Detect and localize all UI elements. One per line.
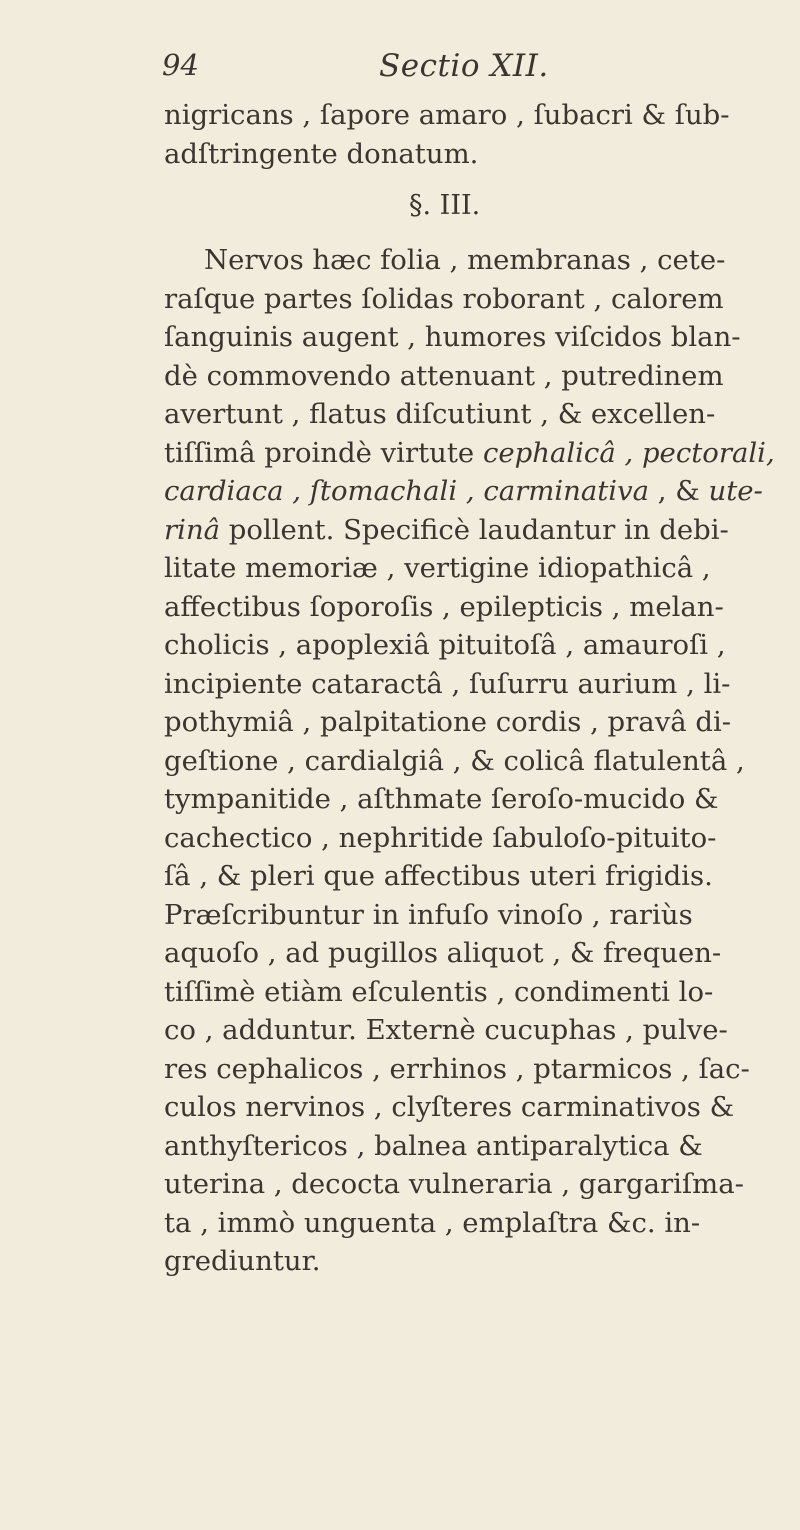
running-head: Sectio XII.	[379, 48, 549, 84]
text-line: cachectico , nephritide ſabuloſo-pituito-	[164, 821, 717, 854]
text-line: geſtione , cardialgiâ , & colicâ flatulentâ ,	[164, 744, 745, 777]
text-line: dè commovendo attenuant , putredinem	[164, 359, 724, 392]
text-segment: tiſſimâ proindè virtute	[164, 436, 483, 469]
text-line: litate memoriæ , vertigine idiopathicâ ,	[164, 552, 711, 584]
italic-segment: ute-	[708, 475, 763, 507]
text-line: pothymiâ , palpitatione cordis , pravâ di-	[164, 706, 732, 738]
text-line	[164, 434, 786, 473]
text-segment: pollent. Specificè laudantur in debi-	[220, 513, 729, 546]
text-line: ta , immò unguenta , emplaſtra &c. in-	[164, 1206, 701, 1239]
page-number: 94	[162, 48, 199, 82]
main-text	[164, 96, 786, 1281]
text-line: tympanitide , aſthmate ſeroſo-mucido &	[164, 783, 719, 815]
text-line	[164, 511, 786, 550]
page-header	[162, 48, 782, 92]
text-line: grediuntur.	[164, 1245, 321, 1277]
italic-segment: rinâ	[164, 513, 221, 546]
text-line: avertunt , flatus diſcutiunt , & excellen-	[164, 398, 716, 430]
text-line: ſâ , & pleri que affectibus uteri frigidis.	[164, 860, 713, 892]
section-heading: §. III.	[409, 190, 481, 221]
text-line: Præſcribuntur in infuſo vinoſo , rariùs	[164, 898, 693, 931]
text-line: aquoſo , ad pugillos aliquot , & frequen-	[164, 937, 722, 969]
italic-segment: cardiaca , ſtomachali , carminativa	[164, 475, 650, 507]
text-segment: , &	[649, 475, 709, 507]
text-line: ſanguinis augent , humores viſcidos blan-	[164, 321, 741, 353]
text-line: raſque partes ſolidas roborant , calorem	[164, 282, 724, 315]
text-line: incipiente cataractâ , ſuſurru aurium , li-	[164, 667, 731, 700]
text-line	[164, 472, 786, 511]
text-line: culos nervinos , clyſteres carminativos &	[164, 1091, 735, 1123]
text-line: Nervos hæc folia , membranas , cete-	[204, 244, 726, 276]
text-line: cholicis , apoplexiâ pituitoſâ , amauroſi ,	[164, 629, 726, 661]
text-line: res cephalicos , errhinos , ptarmicos , ſac-	[164, 1052, 750, 1085]
text-line: adſtringente donatum.	[164, 137, 479, 170]
text-line: uterina , decocta vulneraria , gargariſma-	[164, 1168, 744, 1200]
text-line: affectibus ſoporoſis , epilepticis , melan-	[164, 590, 724, 623]
text-line: nigricans , ſapore amaro , ſubacri & ſub-	[164, 99, 730, 131]
text-line: tiſſimè etiàm eſculentis , condimenti lo-	[164, 975, 714, 1008]
text-line: anthyſtericos , balnea antiparalytica &	[164, 1129, 703, 1162]
italic-segment: cephalicâ , pectorali,	[482, 436, 775, 469]
text-line: co , adduntur. Externè cucuphas , pulve-	[164, 1014, 728, 1046]
